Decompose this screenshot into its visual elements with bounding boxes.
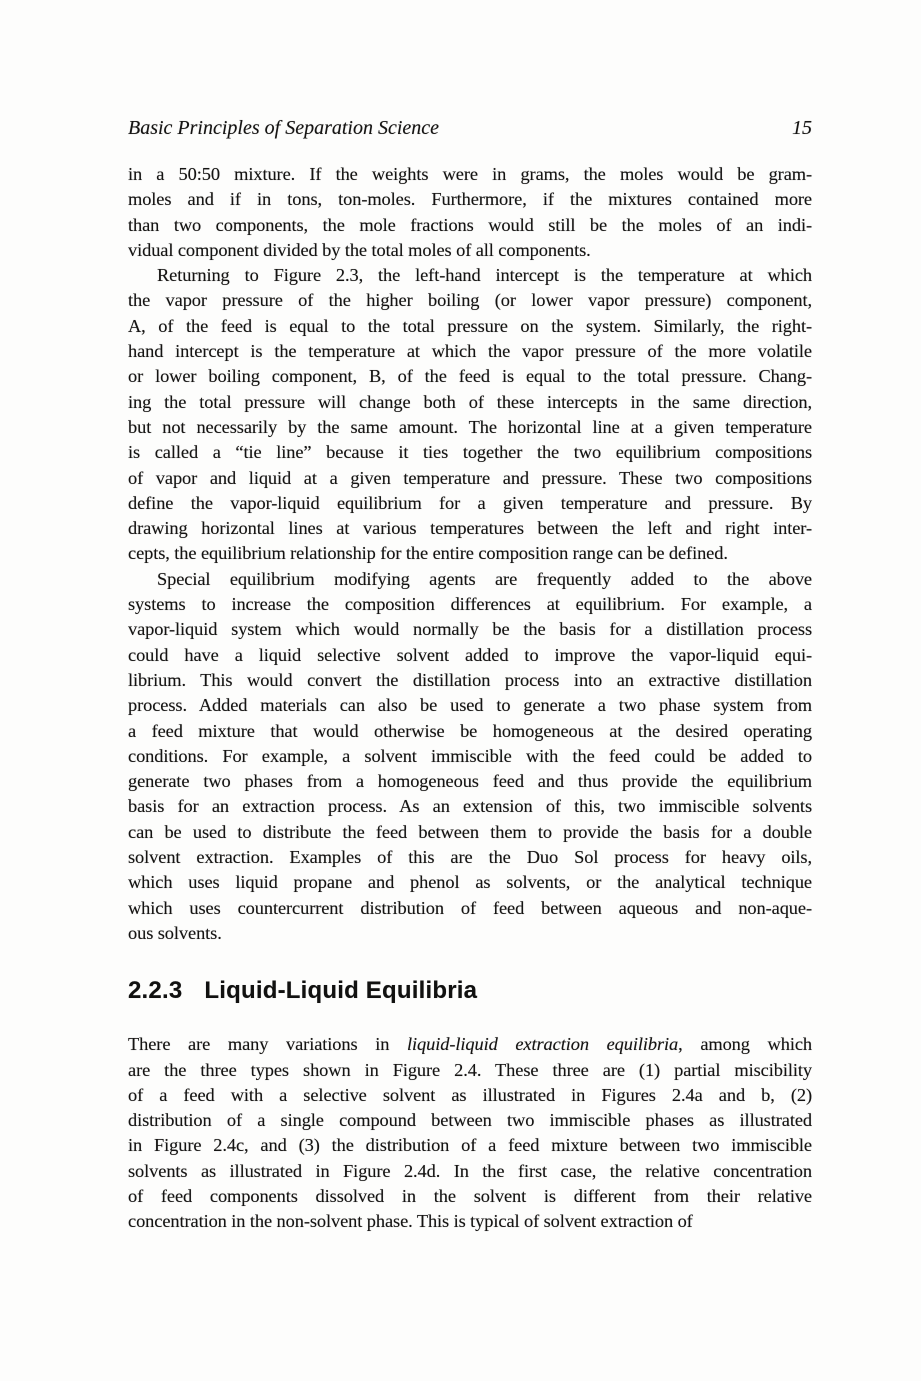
text-run: or lower boiling component, B, of the feed is equal to the total pressure. Chang- [128, 366, 812, 387]
text-run: drawing horizontal lines at various temperatures between the left and right inter- [128, 518, 812, 539]
text-run: but not necessarily by the same amount. The horizontal line at a given temperature [128, 416, 812, 437]
text-line [128, 719, 812, 744]
text-run: than two components, the mole fractions would still be the moles of an indi- [128, 214, 812, 235]
paragraph [128, 263, 812, 567]
text-line [128, 238, 812, 263]
text-line [128, 440, 812, 465]
text-line [128, 794, 812, 819]
text-run: moles and if in tons, ton-moles. Furthermore, if the mixtures contained more [128, 189, 812, 210]
text-run: generate two phases from a homogeneous feed and thus provide the equilibrium [128, 771, 812, 792]
body-text-block-top [128, 162, 812, 946]
text-line [128, 466, 812, 491]
text-line [128, 364, 812, 389]
text-run: basis for an extraction process. As an extension of this, two immiscible solvents [128, 796, 812, 817]
text-run: can be used to distribute the feed between them to provide the basis for a double [128, 821, 812, 842]
text-line [128, 744, 812, 769]
text-line [128, 921, 812, 946]
text-line [128, 263, 812, 288]
text-line [128, 339, 812, 364]
text-line [128, 1083, 812, 1108]
section-title: Liquid-Liquid Equilibria [204, 977, 478, 1005]
text-run: is called a “tie line” because it ties together the two equilibrium compositions [128, 442, 812, 463]
text-line [128, 896, 812, 921]
text-line [128, 1184, 812, 1209]
text-run: conditions. For example, a solvent immiscible with the feed could be added to [128, 745, 812, 766]
text-line [128, 541, 812, 566]
page-number: 15 [792, 117, 812, 139]
text-line [128, 415, 812, 440]
text-line [128, 314, 812, 339]
text-line [128, 491, 812, 516]
text-line [128, 1058, 812, 1083]
text-line [128, 1133, 812, 1158]
paragraph [128, 1032, 812, 1234]
text-line [128, 845, 812, 870]
text-run: of feed components dissolved in the solvent is different from their relative [128, 1185, 812, 1206]
text-run: Special equilibrium modifying agents are frequently added to the above [157, 568, 812, 589]
text-run: hand intercept is the temperature at which the vapor pressure of the more volatile [128, 341, 812, 362]
page-content-column [128, 115, 812, 1235]
text-line [128, 390, 812, 415]
text-run: define the vapor-liquid equilibrium for a given temperature and pressure. By [128, 492, 812, 513]
text-run: cepts, the equilibrium relationship for the entire composition range can be defined. [128, 543, 728, 564]
text-run: A, of the feed is equal to the total pressure on the system. Similarly, the right- [128, 315, 812, 336]
text-line [128, 1209, 812, 1234]
italic-phrase: liquid-liquid extraction equilibria [407, 1034, 679, 1055]
text-run: in a 50:50 mixture. If the weights were in grams, the moles would be gram- [128, 164, 812, 184]
text-run: could have a liquid selective solvent added to improve the vapor-liquid equi- [128, 644, 812, 665]
text-run: systems to increase the composition differences at equilibrium. For example, a [128, 594, 812, 615]
text-line [128, 162, 812, 187]
text-run: librium. This would convert the distillation process into an extractive distillation [128, 669, 812, 690]
body-text-block-bottom [128, 1032, 812, 1234]
text-line [128, 693, 812, 718]
text-run: of vapor and liquid at a given temperature and pressure. These two compositions [128, 467, 812, 488]
text-line [128, 288, 812, 313]
text-line [128, 643, 812, 668]
text-run: which uses countercurrent distribution of feed between aqueous and non-aque- [128, 897, 812, 918]
section-number: 2.2.3 [128, 977, 183, 1005]
text-run: are the three types shown in Figure 2.4. These three are (1) partial miscibility [128, 1059, 812, 1080]
text-run: vapor-liquid system which would normally be the basis for a distillation process [128, 619, 812, 640]
text-run: vidual component divided by the total moles of all components. [128, 239, 591, 260]
text-line [128, 592, 812, 617]
text-run: process. Added materials can also be used to generate a two phase system from [128, 695, 812, 716]
text-run: There are many variations in [128, 1034, 408, 1055]
section-heading [128, 977, 812, 1005]
text-line [128, 668, 812, 693]
text-run: distribution of a single compound between two immiscible phases as illustrated [128, 1110, 812, 1131]
text-line [128, 213, 812, 238]
text-run: in Figure 2.4c, and (3) the distribution of a feed mixture between two immiscible [128, 1135, 812, 1156]
text-run: a feed mixture that would otherwise be homogeneous at the desired operating [128, 720, 812, 741]
text-line [128, 870, 812, 895]
paragraph [128, 162, 812, 263]
text-run: of a feed with a selective solvent as illustrated in Figures 2.4a and b, (2) [128, 1084, 812, 1105]
text-line [128, 187, 812, 212]
running-header-title: Basic Principles of Separation Science [128, 117, 440, 139]
text-run: concentration in the non-solvent phase. This is typical of solvent extraction of [128, 1211, 693, 1232]
text-run: solvents as illustrated in Figure 2.4d. In the first case, the relative concentration [128, 1160, 812, 1181]
text-run: ing the total pressure will change both of these intercepts in the same direction, [128, 391, 812, 412]
text-line [128, 567, 812, 592]
text-run: ous solvents. [128, 922, 222, 943]
text-line [128, 1159, 812, 1184]
text-line [128, 617, 812, 642]
text-run: solvent extraction. Examples of this are the Duo Sol process for heavy oils, [128, 847, 812, 868]
text-run: Returning to Figure 2.3, the left-hand intercept is the temperature at which [157, 265, 812, 286]
text-run: , among which [678, 1034, 812, 1055]
text-line [128, 1032, 812, 1057]
text-run: which uses liquid propane and phenol as solvents, or the analytical technique [128, 872, 812, 893]
text-line [128, 1108, 812, 1133]
running-header [128, 115, 812, 141]
text-line [128, 516, 812, 541]
text-line [128, 820, 812, 845]
text-line [128, 769, 812, 794]
paragraph [128, 567, 812, 946]
text-run: the vapor pressure of the higher boiling (or lower vapor pressure) component, [128, 290, 812, 311]
